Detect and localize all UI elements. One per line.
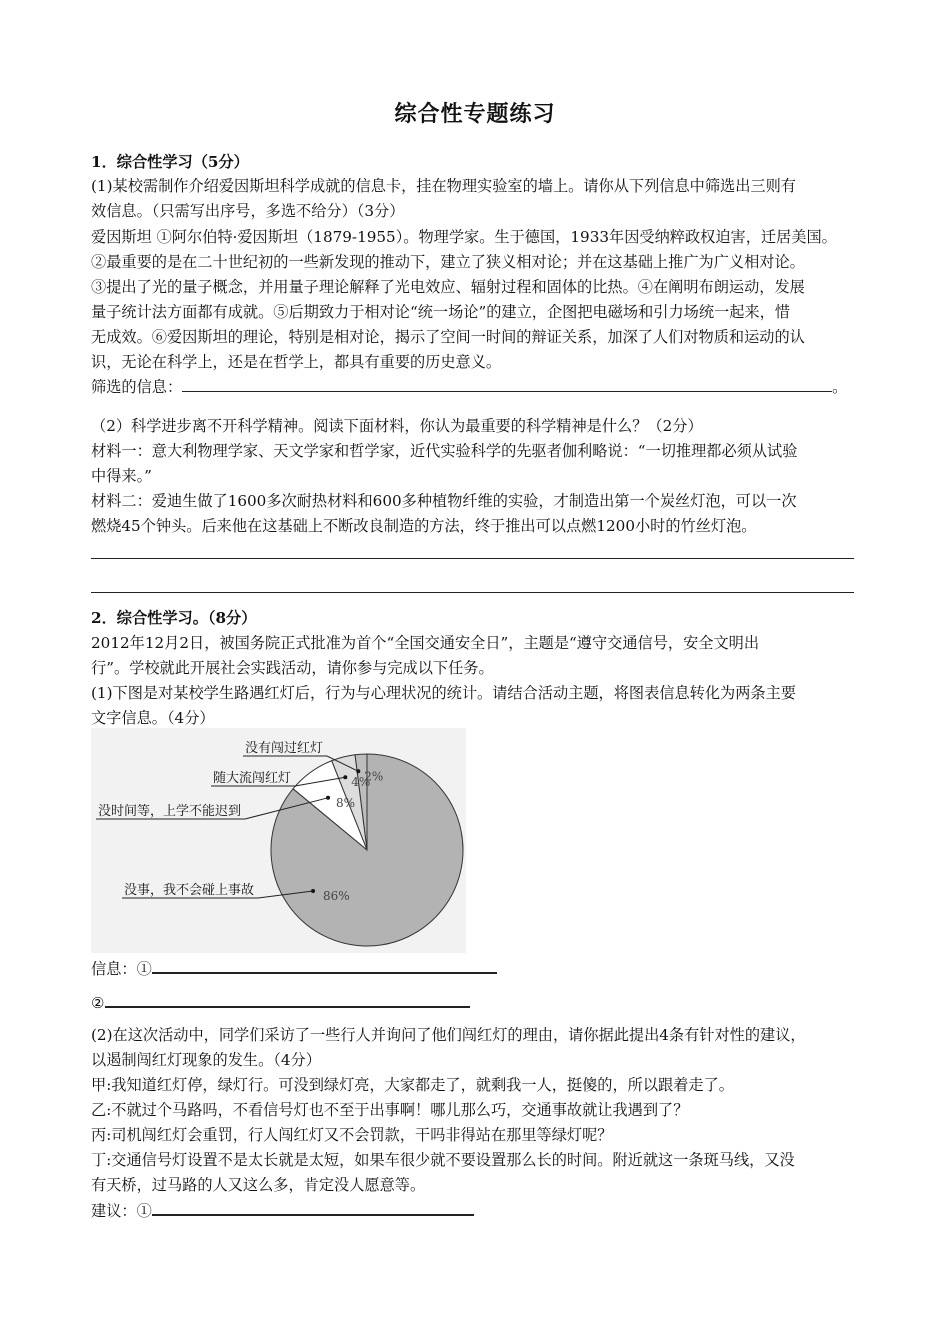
q2-info-label: 信息：① bbox=[91, 960, 152, 978]
q1-answer-line-2[interactable] bbox=[91, 558, 854, 559]
q1-answer-line[interactable] bbox=[182, 375, 832, 392]
q1-p2-line: （2）科学进步离不开科学精神。阅读下面材料，你认为最重要的科学精神是什么？（2分） bbox=[91, 417, 703, 435]
q1-p2-line: 中得来。” bbox=[91, 467, 152, 485]
q2-info-label-2: ② bbox=[91, 994, 105, 1012]
q1-p2-line: 燃烧45个钟头。后来他在这基础上不断改良制造的方法，终于推出可以点燃1200小时的竹丝灯泡。 bbox=[91, 517, 757, 535]
q1-p1-line: 量子统计法方面都有成就。⑤后期致力于相对论“统一场论”的建立，企图把电磁场和引力场统一起来，惜 bbox=[91, 303, 790, 321]
pie-value-label: 2% bbox=[364, 769, 384, 784]
q2-p1-line: (1)下图是对某校学生路遇红灯后，行为与心理状况的统计。请结合活动主题，将图表信息转化为两条主要 bbox=[91, 684, 796, 702]
q2-suggest-line-1[interactable] bbox=[152, 1198, 474, 1216]
pie-value-label: 8% bbox=[336, 795, 356, 810]
q1-p1-line: ③提出了光的量子概念，并用量子理论解释了光电效应、辐射过程和固体的比热。④在阐明布朗运动，发展 bbox=[91, 278, 805, 296]
q2-p2-line: 丙:司机闯红灯会重罚，行人闯红灯又不会罚款，干吗非得站在那里等绿灯呢？ bbox=[91, 1126, 613, 1144]
q2-p2-line: 以遏制闯红灯现象的发生。（4分） bbox=[91, 1051, 321, 1069]
pie-chart bbox=[91, 728, 466, 953]
q2-intro-line: 2012年12月2日，被国务院正式批准为首个“全国交通安全日”，主题是“遵守交通信号，安全文明出 bbox=[91, 634, 760, 652]
q2-suggest-label: 建议：① bbox=[91, 1202, 152, 1220]
q1-answer-line-3[interactable] bbox=[91, 592, 854, 593]
q1-p1-line: 爱因斯坦 ①阿尔伯特·爱因斯坦（1879-1955）。物理学家。生于德国，1933年因受纳粹政权迫害，迁居美国。 bbox=[91, 228, 837, 246]
q2-p2-line: 乙:不就过个马路吗，不看信号灯也不至于出事啊！哪儿那么巧，交通事故就让我遇到了？ bbox=[91, 1101, 689, 1119]
q2-info-line-2[interactable] bbox=[105, 990, 470, 1008]
q2-intro-line: 行”。学校就此开展社会实践活动，请你参与完成以下任务。 bbox=[91, 659, 494, 677]
q1-p1-line: 无成效。⑥爱因斯坦的理论，特别是相对论，揭示了空间一时间的辩证关系，加深了人们对物质和运动的认 bbox=[91, 328, 805, 346]
q1-p2-line: 材料二：爱迪生做了1600多次耐热材料和600多种植物纤维的实验，才制造出第一个炭丝灯泡，可以一次 bbox=[91, 492, 797, 510]
q2-info-row-1 bbox=[91, 956, 871, 981]
q1-answer-row bbox=[91, 375, 871, 399]
q1-answer-end: 。 bbox=[832, 378, 848, 396]
q2-info-line-1[interactable] bbox=[152, 956, 497, 974]
q1-p1-line: ②最重要的是在二十世纪初的一些新发现的推动下，建立了狭义相对论；并在这基础上推广为广义相对论。 bbox=[91, 253, 805, 271]
q2-p2-line: 甲:我知道红灯停，绿灯行。可没到绿灯亮，大家都走了，就剩我一人，挺傻的，所以跟着走了。 bbox=[91, 1076, 734, 1094]
q1-p1-line: 识，无论在科学上，还是在哲学上，都具有重要的历史意义。 bbox=[91, 353, 502, 371]
q2-p2-line: (2)在这次活动中，同学们采访了一些行人并询问了他们闯红灯的理由，请你据此提出4条有针对性的建议， bbox=[91, 1026, 806, 1044]
page-title: 综合性专题练习 bbox=[394, 102, 556, 127]
q1-answer-label: 筛选的信息： bbox=[91, 378, 183, 396]
q2-p2-line: 有天桥，过马路的人又这么多，肯定没人愿意等。 bbox=[91, 1176, 426, 1194]
pie-category-label: 没事，我不会碰上事故 bbox=[124, 883, 255, 898]
q2-p1-line: 文字信息。（4分） bbox=[91, 709, 215, 727]
q2-info-row-2 bbox=[91, 990, 871, 1015]
q2-heading: 2．综合性学习。（8分） bbox=[91, 609, 257, 627]
pie-category-label: 没时间等，上学不能迟到 bbox=[98, 804, 242, 819]
q1-p2-line: 材料一：意大利物理学家、天文学家和哲学家，近代实验科学的先驱者伽利略说：“一切推理都必须从试验 bbox=[91, 442, 798, 460]
q2-p2-line: 丁:交通信号灯设置不是太长就是太短，如果车很少就不要设置那么长的时间。附近就这一条斑马线，又没 bbox=[91, 1151, 795, 1169]
q1-p1-line: (1)某校需制作介绍爱因斯坦科学成就的信息卡，挂在物理实验室的墙上。请你从下列信息中筛选出三则有 bbox=[91, 177, 796, 195]
pie-value-label: 86% bbox=[323, 889, 350, 903]
pie-value-label: 4% bbox=[351, 775, 371, 790]
q2-suggest-row bbox=[91, 1198, 871, 1223]
pie-category-label: 随大流闯红灯 bbox=[213, 771, 292, 786]
pie-category-label: 没有闯过红灯 bbox=[245, 741, 324, 756]
q1-p1-line: 效信息。（只需写出序号，多选不给分）（3分） bbox=[91, 202, 405, 220]
q1-heading: 1．综合性学习（5分） bbox=[91, 153, 249, 171]
